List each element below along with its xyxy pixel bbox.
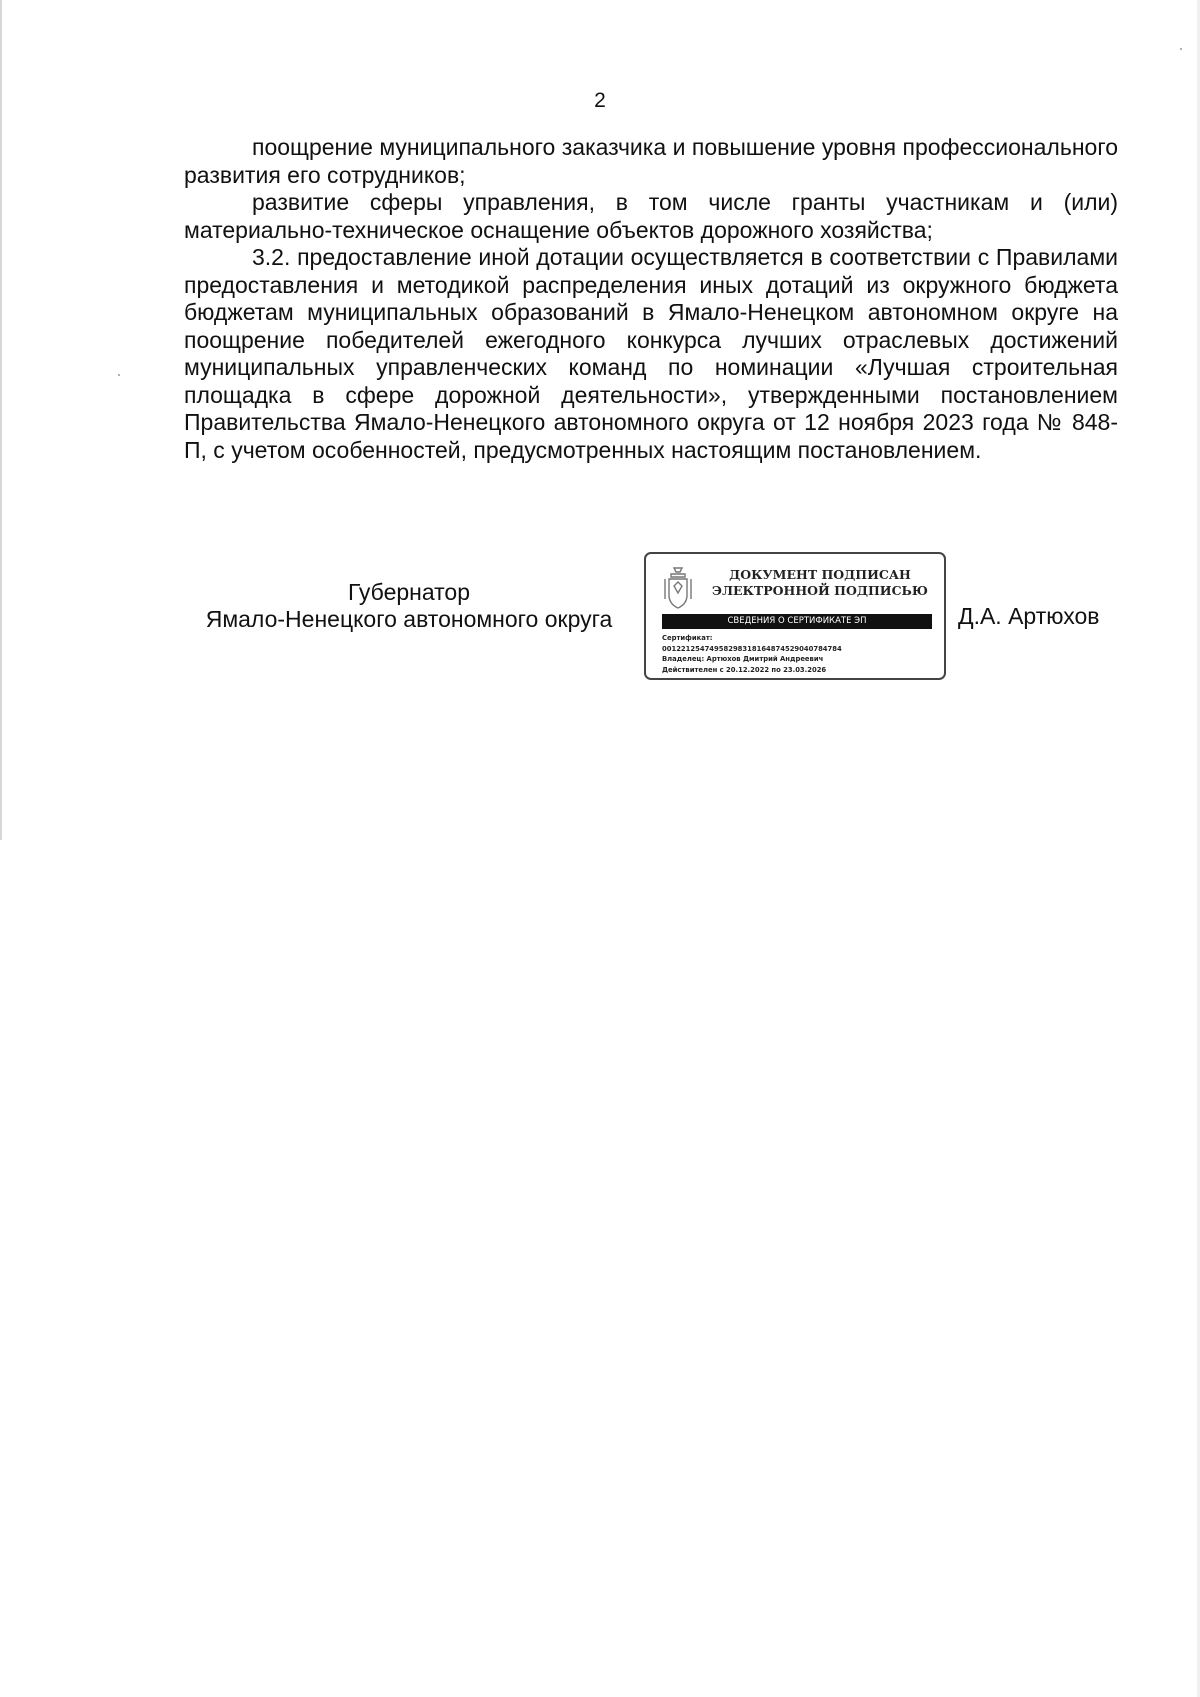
electronic-signature-stamp	[644, 552, 946, 680]
signer-position-line1: Губернатор	[347, 579, 471, 605]
stamp-validity: Действителен с 20.12.2022 по 23.03.2026	[662, 665, 827, 674]
paragraph: развитие сферы управления, в том числе гранты участникам и (или) материально-техническое оснащение объектов дорожного хозяйства;	[184, 189, 1118, 243]
paragraph: 3.2. предоставление иной дотации осуществляется в соответствии с Правилами предоставления и методикой распределения иных дотаций из окружного бюджета бюджетам муниципальных образований в Ямало-Ненецком автономном округе на поощрение победителей ежегодного конкурса лучших отраслевых достижений муниципальных управленческих команд по номинации «Лучшая строительная площадка в сфере дорожной деятельности», утвержденными постановлением Правительства Ямало-Ненецкого автономного округа от 12 ноября 2023 года № 848-П, с учетом особенностей, предусмотренных настоящим постановлением.	[184, 244, 1118, 463]
signature-block	[0, 548, 1200, 688]
stamp-title-line1: ДОКУМЕНТ ПОДПИСАН	[729, 567, 911, 582]
signer-position-line2: Ямало-Ненецкого автономного округа	[205, 606, 613, 632]
stamp-owner: Владелец: Артюхов Дмитрий Андреевич	[662, 655, 824, 663]
page-number: 2	[594, 89, 606, 112]
scan-speck	[1180, 48, 1182, 50]
scan-edge-left	[0, 0, 2, 840]
paragraph: поощрение муниципального заказчика и повышение уровня профессионального развития его сотрудников;	[184, 134, 1118, 188]
stamp-title-line2: ЭЛЕКТРОННОЙ ПОДПИСЬЮ	[712, 583, 928, 598]
coat-of-arms-icon	[661, 564, 695, 614]
body-text	[184, 134, 1118, 464]
stamp-certificate-bar: СВЕДЕНИЯ О СЕРТИФИКАТЕ ЭП	[662, 614, 932, 629]
stamp-certificate-details	[662, 633, 942, 675]
signer-name: Д.А. Артюхов	[958, 603, 1100, 629]
stamp-certificate-number: 00122125474958298318164874529040784784	[662, 644, 842, 653]
scan-speck	[118, 374, 120, 376]
stamp-certificate-label: Сертификат:	[662, 634, 713, 642]
stamp-title	[696, 567, 944, 599]
signer-position	[184, 579, 634, 633]
